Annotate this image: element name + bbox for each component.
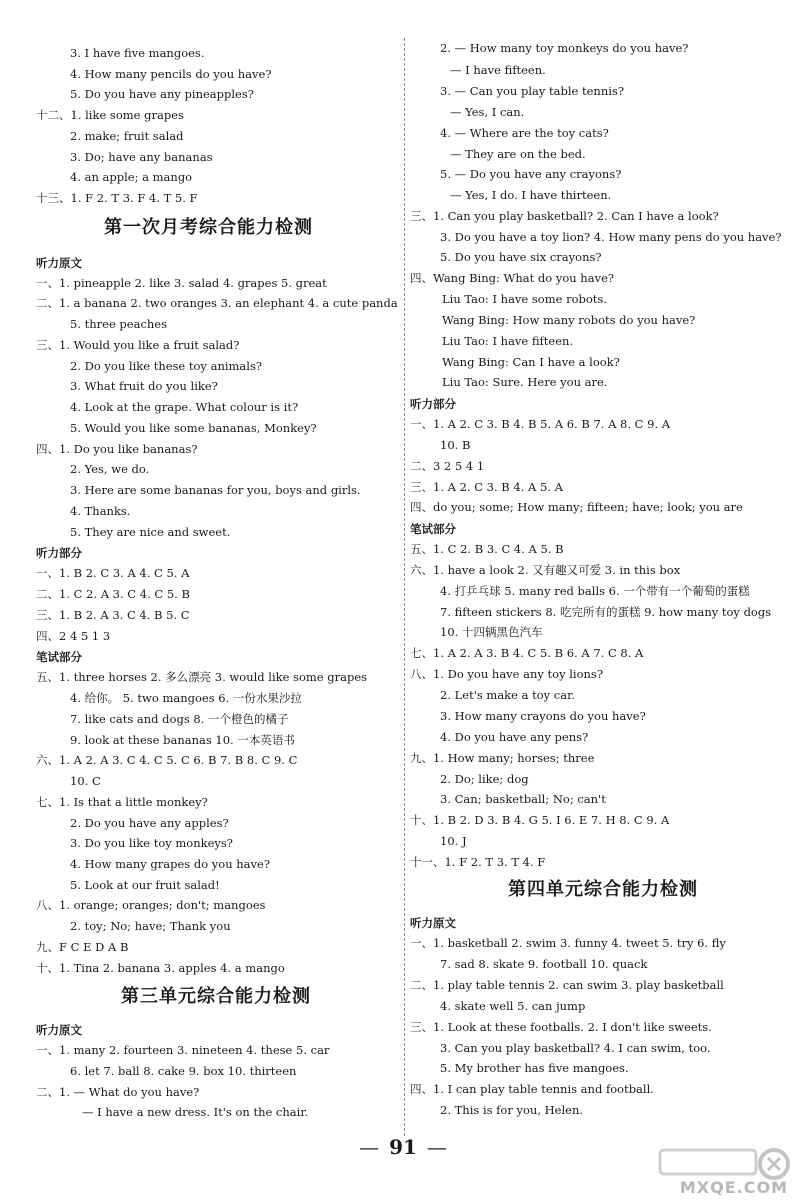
test-heading: 第四单元综合能力检测 [508, 879, 698, 900]
answer-line: 2. This is for you, Helen. [440, 1103, 584, 1117]
answer-line: 10. J [440, 834, 467, 848]
answer-line: 5. Do you have any pineapples? [70, 87, 254, 101]
answer-line: 二、3 2 5 4 1 [410, 459, 485, 473]
answer-line: 3. Do you like toy monkeys? [70, 836, 233, 850]
answer-line: Liu Tao: I have some robots. [442, 292, 607, 306]
answer-line: 十一、1. F 2. T 3. T 4. F [410, 855, 546, 869]
answer-line: Wang Bing: How many robots do you have? [442, 313, 696, 327]
answer-line: 5. three peaches [70, 317, 167, 331]
answer-line: 4. Look at the grape. What colour is it? [70, 400, 299, 414]
answer-line: 4. 打乒乓球 5. many red balls 6. 一个带有一个葡萄的蛋糕 [440, 584, 750, 598]
answer-line: 一、1. many 2. fourteen 3. nineteen 4. these 5. car [36, 1043, 330, 1057]
answer-line: 三、1. Would you like a fruit salad? [36, 338, 240, 352]
section-label: 笔试部分 [36, 650, 82, 664]
answer-line: Liu Tao: Sure. Here you are. [442, 375, 608, 389]
answer-line: 7. fifteen stickers 8. 吃完所有的蛋糕 9. how many toy dogs [440, 605, 772, 619]
answer-line: 2. Let's make a toy car. [440, 688, 575, 702]
answer-line: 四、do you; some; How many; fifteen; have; look; you are [410, 500, 743, 514]
answer-line: 3. How many crayons do you have? [440, 709, 646, 723]
dash-left: — [359, 1135, 380, 1159]
answer-line: 4. Thanks. [70, 504, 131, 518]
answer-line: 二、1. — What do you have? [36, 1085, 200, 1099]
answer-line: 五、1. three horses 2. 多么漂亮 3. would like some grapes [36, 670, 368, 684]
answer-line: 3. Can you play basketball? 4. I can swim, too. [440, 1041, 711, 1055]
answer-line: 九、1. How many; horses; three [410, 751, 595, 765]
answer-line: 3. Can; basketball; No; can't [440, 792, 606, 806]
answer-line: 4. Do you have any pens? [440, 730, 589, 744]
answer-line: 一、1. B 2. C 3. A 4. C 5. A [36, 566, 190, 580]
answer-line: 7. sad 8. skate 9. football 10. quack [440, 957, 648, 971]
answer-line: Liu Tao: I have fifteen. [442, 334, 574, 348]
column-divider [404, 38, 405, 1136]
section-label: 听力原文 [36, 256, 82, 270]
answer-line: 5. Would you like some bananas, Monkey? [70, 421, 317, 435]
answer-line: 四、1. Do you like bananas? [36, 442, 198, 456]
section-label: 听力部分 [36, 546, 82, 560]
answer-line: 10. B [440, 438, 471, 452]
answer-line: 7. like cats and dogs 8. 一个橙色的橘子 [70, 712, 289, 726]
answer-line: — They are on the bed. [450, 147, 586, 161]
answer-line: 五、1. C 2. B 3. C 4. A 5. B [410, 542, 564, 556]
answer-line: 5. Look at our fruit salad! [70, 878, 220, 892]
answer-line: 十、1. Tina 2. banana 3. apples 4. a mango [36, 961, 285, 975]
test-heading: 第一次月考综合能力检测 [104, 217, 313, 238]
answer-line: 七、1. A 2. A 3. B 4. C 5. B 6. A 7. C 8. A [410, 646, 644, 660]
answer-line: 三、1. B 2. A 3. C 4. B 5. C [36, 608, 190, 622]
answer-line: 2. Do you like these toy animals? [70, 359, 263, 373]
answer-line: 3. What fruit do you like? [70, 379, 218, 393]
answer-line: 5. Do you have six crayons? [440, 250, 602, 264]
section-label: 听力原文 [410, 916, 456, 930]
page-number-value: 91 [389, 1135, 417, 1159]
answer-line: 2. toy; No; have; Thank you [70, 919, 231, 933]
answer-line: 四、2 4 5 1 3 [36, 629, 111, 643]
answer-line: 4. an apple; a mango [70, 170, 193, 184]
answer-line: 三、1. A 2. C 3. B 4. A 5. A [410, 480, 563, 494]
answer-line: 三、1. Look at these footballs. 2. I don't like sweets. [410, 1020, 712, 1034]
answer-line: 十二、1. like some grapes [36, 108, 184, 122]
answer-line: 二、1. a banana 2. two oranges 3. an elephant 4. a cute panda [36, 296, 398, 310]
answer-line: 4. How many grapes do you have? [70, 857, 270, 871]
answer-line: 3. Do; have any bananas [70, 150, 213, 164]
answer-line: 十、1. B 2. D 3. B 4. G 5. I 6. E 7. H 8. C 9. A [410, 813, 670, 827]
answer-line: 5. They are nice and sweet. [70, 525, 231, 539]
answer-line: 9. look at these bananas 10. 一本英语书 [70, 733, 295, 747]
answer-line: 三、1. Can you play basketball? 2. Can I have a look? [410, 209, 719, 223]
left-column [0, 0, 400, 1150]
answer-line: 四、1. I can play table tennis and football. [410, 1082, 654, 1096]
answer-line: — I have fifteen. [450, 63, 546, 77]
answer-line: 九、F C E D A B [36, 940, 129, 954]
answer-line: 七、1. Is that a little monkey? [36, 795, 208, 809]
answer-line: 3. I have five mangoes. [70, 46, 205, 60]
answer-line: 六、1. A 2. A 3. C 4. C 5. C 6. B 7. B 8. C 9. C [36, 753, 298, 767]
answer-line: 一、1. pineapple 2. like 3. salad 4. grapes 5. great [36, 276, 327, 290]
answer-line: 10. 十四辆黑色汽车 [440, 625, 543, 639]
answer-line: 二、1. play table tennis 2. can swim 3. play basketball [410, 978, 724, 992]
test-heading: 第三单元综合能力检测 [121, 986, 311, 1007]
answer-line: 2. Yes, we do. [70, 462, 150, 476]
answer-line: 2. make; fruit salad [70, 129, 184, 143]
watermark-text: MXQE.COM [679, 1178, 788, 1197]
answer-line: — Yes, I do. I have thirteen. [450, 188, 612, 202]
section-label: 听力原文 [36, 1023, 82, 1037]
answer-line: 5. — Do you have any crayons? [440, 167, 622, 181]
answer-line: 十三、1. F 2. T 3. F 4. T 5. F [36, 191, 198, 205]
answer-line: 八、1. orange; oranges; don't; mangoes [36, 898, 266, 912]
answer-line: 2. — How many toy monkeys do you have? [440, 41, 689, 55]
answer-line: 6. let 7. ball 8. cake 9. box 10. thirteen [70, 1064, 297, 1078]
section-label: 听力部分 [410, 397, 456, 411]
answer-line: 3. Here are some bananas for you, boys and girls. [70, 483, 361, 497]
answer-line: 六、1. have a look 2. 又有趣又可爱 3. in this box [410, 563, 681, 577]
answer-line: 2. Do; like; dog [440, 772, 529, 786]
answer-line: — Yes, I can. [450, 105, 525, 119]
answer-line: Wang Bing: Can I have a look? [442, 355, 620, 369]
answer-line: 二、1. C 2. A 3. C 4. C 5. B [36, 587, 190, 601]
answer-line: 4. 给你。 5. two mangoes 6. 一份水果沙拉 [70, 691, 302, 705]
answer-line: 3. Do you have a toy lion? 4. How many pens do you have? [440, 230, 782, 244]
answer-line: 4. How many pencils do you have? [70, 67, 272, 81]
answer-line: 10. C [70, 774, 101, 788]
right-column [410, 0, 806, 1150]
dash-right: — [426, 1135, 447, 1159]
answer-line: 一、1. A 2. C 3. B 4. B 5. A 6. B 7. A 8. C 9. A [410, 417, 671, 431]
answer-line: 5. My brother has five mangoes. [440, 1061, 629, 1075]
answer-line: 八、1. Do you have any toy lions? [410, 667, 603, 681]
answer-line: — I have a new dress. It's on the chair. [82, 1105, 309, 1119]
answer-line: 一、1. basketball 2. swim 3. funny 4. tweet 5. try 6. fly [410, 936, 726, 950]
answer-line: 4. skate well 5. can jump [440, 999, 586, 1013]
section-label: 笔试部分 [410, 522, 456, 536]
answer-line: 2. Do you have any apples? [70, 816, 229, 830]
answer-line: 4. — Where are the toy cats? [440, 126, 609, 140]
answer-line: 3. — Can you play table tennis? [440, 84, 624, 98]
answer-line: 四、Wang Bing: What do you have? [410, 271, 615, 285]
